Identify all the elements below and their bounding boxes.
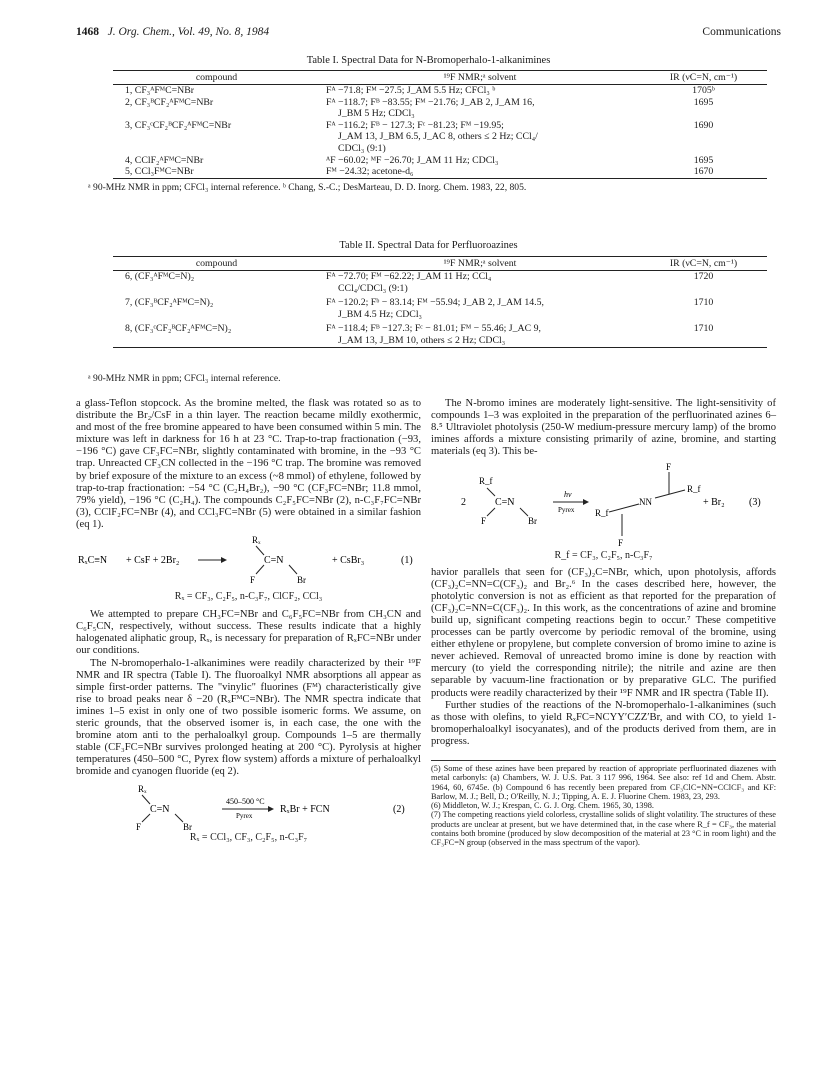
table-cell-nmr: J_BM 5 Hz; CDCl₃ [338, 108, 415, 120]
table-row [113, 323, 767, 346]
table-row [113, 120, 767, 155]
table-row [113, 271, 767, 294]
footnote: (5) Some of these azines have been prepared by reaction of appropriate perfluorinated diazenes with metal carbonyls: (a) Chambers, W. J. U.S. Pat. 3 117 996, 1964. See also: ref 1d and Chem. Abstr. 1964, 60, 6745e. (b) Compound 6 has recently been prepared from CF₃ClC=NN=CClCF₃ and KF: Barlow, M. J.; Bell, D.; O'Reilly, N. J.; Tipping, A. E. J. Fluorine Chem. 1983, 23, 293. [431, 763, 776, 801]
table-cell-compound: 4, CClF₂ᴬFᴹC=NBr [125, 154, 204, 166]
table-cell-nmr: Fᴬ −118.4; Fᴮ −127.3; Fᶜ − 81.01; Fᴹ − 55.46; J_AC 9, [326, 323, 541, 335]
eq1-bond [256, 565, 264, 574]
eq3-rf-lower: R_f [595, 508, 609, 519]
eq1-product-cn: C=N [264, 555, 284, 567]
body-paragraph: We attempted to prepare CH₃FC=NBr and C₆F₅FC=NBr from CH₃CN and C₆F₅CN, respectively, without success. These results indicate that a highly halogenated aliphatic group, Rₓ, is necessary for preparation of RₓFC=NBr under our conditions. [76, 609, 421, 657]
table-row [113, 297, 767, 320]
eq2-arrowhead [268, 806, 274, 812]
eq3-rf-upper: R_f [687, 484, 701, 495]
eq3-bond [520, 508, 528, 516]
table-cell-ir: 1720 [693, 271, 714, 282]
left-column [76, 398, 421, 845]
eq1-product-f: F [250, 575, 256, 586]
eq1-bond [256, 546, 264, 555]
footnote-divider [431, 760, 776, 761]
eq3-rf: R_f [479, 476, 493, 487]
table-row [113, 155, 767, 167]
eq3-bond [487, 488, 495, 496]
eq3-nn: NN [639, 497, 652, 508]
eq3-f-upper: F [666, 462, 672, 473]
table-cell-nmr: Fᴬ −116.2; Fᴮ − 127.3; Fᶜ −81.23; Fᴹ −19.95; [326, 119, 504, 131]
body-paragraph: a glass-Teflon stopcock. As the bromine melted, the flask was rotated so as to distribute the Br₂/CsF in a thin layer. The reaction became mildly exothermic, and most of the free bromine appeared to have been consumed within 5 min. The mixture was left in darkness for 16 h at 23 °C. Trap-to-trap fractionation (−93, −196 °C) gave CF₃FC=NBr, slightly contaminated with bromine, in the −93 °C trap. Unreacted CF₃CN collected in the −196 °C trap. The bromine was removed by brief exposure of the mixture to an excess (~8 mmol) of ethylene, followed by trap-to-trap fractionation: −54 °C (C₂H₄Br₂), −90 °C (CF₃FC=NBr; 11.8 mmol, 79% yield), −196 °C (C₂H₄). The compounds C₂F₅FC=NBr (2), n-C₃F₇FC=NBr (3), CClF₂FC=NBr (4), and CCl₃FC=NBr (5) were obtained in a similar fashion (eq 1). [76, 398, 421, 530]
table-cell-compound: 2, CF₃ᴮCF₂ᴬFᴹC=NBr [125, 96, 214, 108]
eq2-bond [142, 795, 150, 804]
body-paragraph: Further studies of the reactions of the N-bromoperhalo-1-alkanimines (such as those with olefins, to yield RₓFC=NCYY′CZZ′Br, and with CO, to yield 1-bromoperhaloalkyl isocyanates), and of the products derived from them, are in progress. [431, 699, 776, 747]
table-cell-ir: 1695 [693, 154, 714, 166]
eq2-r: Rₓ [138, 784, 147, 795]
eq3-caption: R_f = CF₃, C₂F₅, n-C₃F₇ [554, 550, 653, 562]
table1-header-ir: IR (νC=N, cm⁻¹) [669, 72, 738, 83]
table-cell-ir: 1705ᵇ [692, 85, 715, 96]
eq3-condition-bottom: Pyrex [558, 506, 575, 515]
footnote: (7) The competing reactions yield colorless, crystalline solids of slight volatility. The structures of these products are unclear at present, but we have determined that, in the case where R_f = CF₃, the material contains both bromine (produced by slow decomposition of the material at 23 °C in room light) and the CF₃FC=N group (observed in the mass spectrum of the vapor). [431, 810, 776, 848]
body-paragraph: havior parallels that seen for (CF₃)₂C=NBr, which, upon photolysis, affords (CF₃)₂C=NN=C(CF₃)₂ and Br₂.⁶ In the cases described here, however, the photolytic conversion is not as efficient as that reported for the preparation of (CF₃)₂C=NN=C(CF₃)₂. In this work, as the concentrations of azine and bromine build up, significant competing reactions begin to occur.⁷ These competitive processes can be partly overcome by periodic removal of the bromine, using either ethylene or propylene, but complete conversion of bromo imine to azine is never achieved. Removal of unreacted bromo imine is done by reaction with mercury (to yield the corresponding nitrile); the nitrile and azine are then separable by vacuum-line fractionation or by preparative GLC. The purified products were readily characterized by their ¹⁹F NMR and IR spectra (Table II). [431, 566, 776, 699]
eq1-reagents: + CsF + 2Br₂ [126, 555, 180, 567]
eq2-caption: Rₓ = CCl₃, CF₃, C₂F₅, n-C₃F₇ [189, 832, 308, 844]
eq3-bond [609, 504, 639, 512]
table-cell-compound: 1, CF₃ᴬFᴹC=NBr [125, 85, 194, 96]
table-cell-nmr: Fᴬ −72.70; Fᴹ −62.22; J_AM 11 Hz; CCl₄ [326, 271, 492, 282]
eq1-product-r: Rₓ [252, 535, 261, 546]
table-cell-compound: 3, CF₃ᶜCF₂ᴮCF₂ᴬFᴹC=NBr [125, 119, 232, 131]
equation-2-diagram [76, 782, 421, 830]
table-cell-compound: 6, (CF₃ᴬFᴹC=N⁠)₂ [125, 271, 195, 282]
table1-caption: Table I. Spectral Data for N-Bromoperhalo-1-alkanimines [306, 55, 551, 66]
eq2-cn: C=N [150, 804, 170, 816]
table-row [113, 166, 767, 178]
table-cell-ir: 1690 [693, 119, 714, 131]
eq3-cn: C=N [495, 497, 515, 509]
eq3-f-lower: F [618, 538, 624, 549]
eq1-byproduct: + CsBr₃ [332, 555, 365, 567]
table-cell-nmr: CDCl₃ (9:1) [338, 142, 386, 154]
table-cell-nmr: ᴬF −60.02; ᴹF −26.70; J_AM 11 Hz; CDCl₃ [326, 154, 499, 166]
right-column [431, 398, 776, 848]
table1-header-compound: compound [195, 72, 238, 83]
table2-footnote: ᵃ 90-MHz NMR in ppm; CFCl₃ internal reference. [88, 373, 281, 384]
eq1-number: (1) [401, 555, 413, 567]
table-cell-nmr: J_AM 13, J_BM 6.5, J_AC 8, others ≤ 2 Hz; CCl₄/ [338, 131, 538, 143]
equation-1 [76, 531, 421, 589]
table1-header-nmr: ¹⁹F NMR;ᵃ solvent [443, 72, 517, 83]
table-cell-compound: 8, (CF₃ᶜCF₂ᴮCF₂ᴬFᴹC=N⁠)₂ [125, 323, 232, 335]
eq3-f: F [481, 516, 487, 527]
eq3-bond [655, 490, 685, 498]
eq2-bond [142, 814, 150, 822]
eq2-f: F [136, 822, 142, 831]
eq2-condition-top: 450–500 °C [226, 797, 265, 807]
eq1-product-br: Br [297, 575, 306, 586]
table2-header-ir: IR (νC=N, cm⁻¹) [669, 258, 738, 269]
equation-1-diagram [76, 531, 421, 589]
journal-citation: J. Org. Chem., Vol. 49, No. 8, 1984 [107, 26, 270, 38]
eq2-products: RₓBr + FCN [280, 804, 330, 816]
table1-footnote: ᵃ 90-MHz NMR in ppm; CFCl₃ internal reference. ᵇ Chang, S.-C.; DesMarteau, D. D. Inorg. Chem. 1983, 22, 805. [88, 182, 527, 193]
table-cell-nmr: Fᴬ −118.7; Fᴮ −83.55; Fᴹ −21.76; J_AB 2, J_AM 16, [326, 96, 535, 108]
table-cell-ir: 1710 [693, 297, 714, 309]
table-cell-compound: 5, CCl₃FᴹC=NBr [125, 166, 194, 178]
table2 [113, 256, 767, 348]
eq3-byproduct: + Br₂ [703, 497, 725, 509]
table2-header [113, 257, 767, 271]
eq1-arrowhead [221, 557, 227, 563]
footnote: (6) Middleton, W. J.; Krespan, C. G. J. Org. Chem. 1965, 30, 1398. [431, 801, 654, 811]
eq1-reactant: RₓC≡N [78, 555, 108, 567]
table-cell-ir: 1670 [693, 166, 714, 178]
eq3-condition-top: hν [564, 490, 572, 500]
table-cell-nmr: CCl₄/CDCl₃ (9:1) [338, 282, 408, 294]
table2-caption: Table II. Spectral Data for Perfluoroazines [339, 240, 518, 251]
eq2-bond [175, 814, 183, 822]
table2-header-nmr: ¹⁹F NMR;ᵃ solvent [443, 258, 517, 269]
eq2-condition-bottom: Pyrex [236, 812, 253, 821]
page-number: 1468 [76, 26, 99, 38]
table-cell-ir: 1695 [693, 96, 714, 108]
equation-3-diagram [431, 462, 776, 548]
body-paragraph: The N-bromo imines are moderately light-sensitive. The light-sensitivity of compounds 1–3 was exploited in the preparation of the perfluorinated azines 6–8.⁵ Ultraviolet photolysis (250-W medium-pressure mercury lamp) of the bromo imines affords a mixture consisting primarily of azine, bromine, and starting materials (eq 3). This be- [431, 398, 776, 458]
table2-header-compound: compound [195, 258, 238, 269]
eq3-br: Br [528, 516, 537, 527]
table1 [113, 70, 767, 179]
table-row [113, 85, 767, 97]
table1-header [113, 71, 767, 85]
equation-3 [431, 462, 776, 548]
eq3-arrowhead [583, 499, 589, 505]
eq2-number: (2) [393, 804, 405, 816]
table-cell-nmr: J_AM 13, J_BM 10, others ≤ 2 Hz; CDCl₃ [338, 334, 506, 346]
eq1-caption: Rₓ = CF₃, C₂F₅, n-C₃F₇, ClCF₂, CCl₃ [174, 591, 323, 603]
table-cell-ir: 1710 [693, 323, 714, 335]
eq2-br: Br [183, 822, 192, 831]
page-header-left [76, 26, 269, 38]
eq3-number: (3) [749, 497, 761, 509]
eq1-bond [289, 565, 297, 574]
equation-2 [76, 782, 421, 830]
table-row [113, 97, 767, 120]
table-cell-nmr: J_BM 4.5 Hz; CDCl₃ [338, 308, 422, 320]
section-name: Communications [702, 26, 781, 38]
table-cell-nmr: Fᴬ −71.8; Fᴹ −27.5; J_AM 5.5 Hz; CFCl₃ ᵇ [326, 85, 496, 96]
body-paragraph: The N-bromoperhalo-1-alkanimines were readily characterized by their ¹⁹F NMR and IR spectra (Table I). The fluoroalkyl NMR absorptions all appear as simple first-order patterns. The "vinylic" fluorines (Fᴹ) characteristically give rise to broad peaks near δ −20 (RₓFᴹC=NBr). The NMR spectra indicate that imines 1–5 exist in only one of two possible isomeric forms. We assume, on steric grounds, that the observed isomer is, in each case, the one with the bromine atom anti to the perhaloalkyl group. Compounds 1–5 are thermally stable (CF₃FC=NBr survives prolonged heating at 200 °C). Pyrolysis at higher temperatures (450–500 °C, Pyrex flow system) affords a mixture of perhaloalkyl bromide and cyanogen fluoride (eq 2). [76, 657, 421, 778]
table-cell-compound: 7, (CF₃ᴮCF₂ᴬFᴹC=N⁠)₂ [125, 297, 214, 309]
table-cell-nmr: Fᴹ −24.32; acetone-d₆ [326, 166, 414, 178]
eq3-bond [487, 508, 495, 516]
table-cell-nmr: Fᴬ −120.2; Fᵇ − 83.14; Fᴹ −55.94; J_AB 2, J_AM 14.5, [326, 297, 544, 309]
eq3-coefficient: 2 [461, 497, 466, 509]
